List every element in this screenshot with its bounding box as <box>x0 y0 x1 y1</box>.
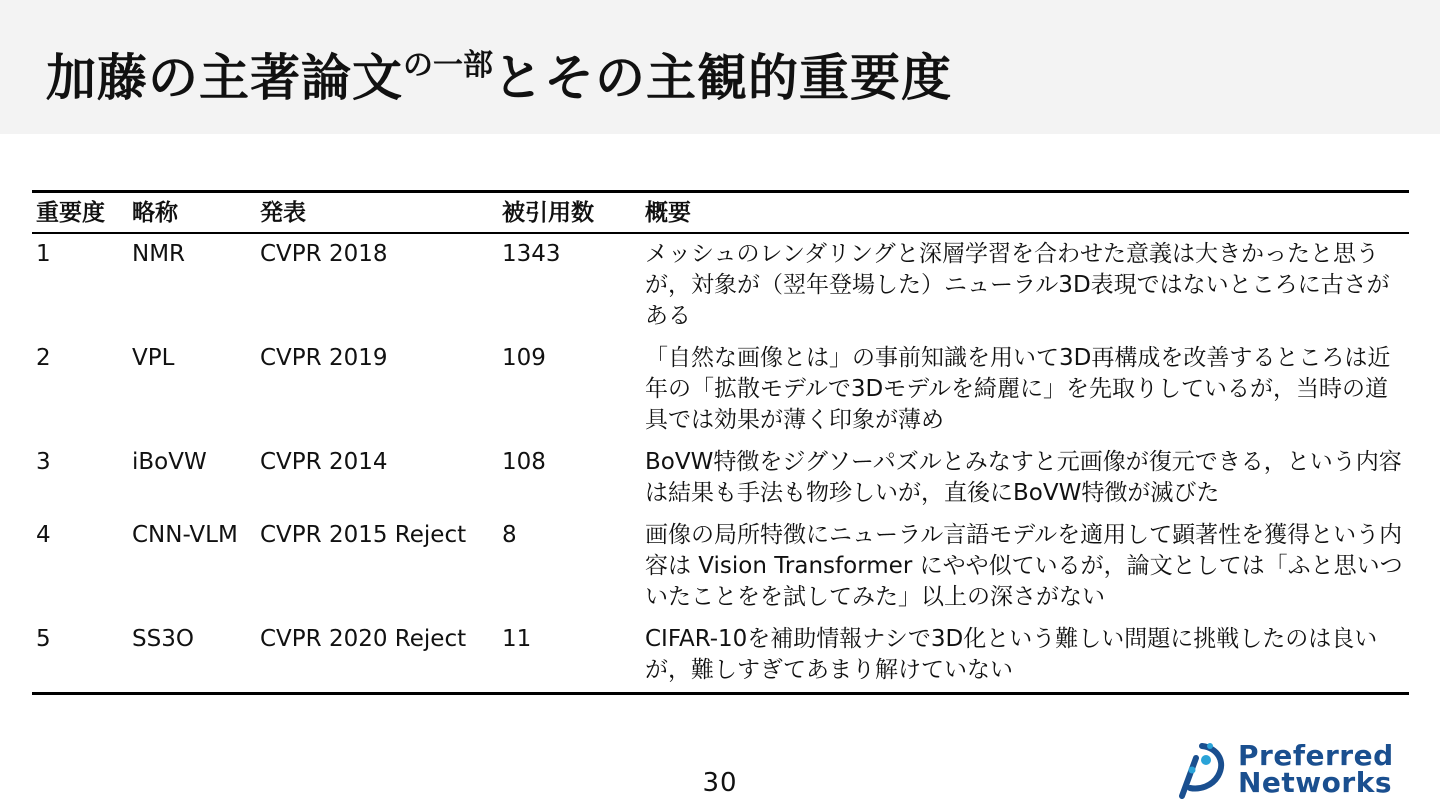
cell-abbreviation: NMR <box>132 241 186 267</box>
header-citations: 被引用数 <box>502 200 594 226</box>
cell-abbreviation: VPL <box>132 345 175 371</box>
cell-citations: 108 <box>502 449 546 475</box>
cell-venue: CVPR 2020 Reject <box>260 626 467 652</box>
table-header <box>32 192 1409 234</box>
table-body <box>32 233 1409 694</box>
table-row <box>32 442 1409 515</box>
title-rest: とその主観的重要度 <box>493 49 952 107</box>
title-main: 加藤の主著論文 <box>46 49 403 107</box>
table-row <box>32 233 1409 338</box>
logo-wordmark <box>1238 739 1394 799</box>
cell-importance: 4 <box>36 522 51 548</box>
cell-summary: BoVW特徴をジグソーパズルとみなすと元画像が復元できる，という内容は結果も手法も物珍しいが，直後にBoVW特徴が滅びた <box>645 449 1402 506</box>
cell-citations: 109 <box>502 345 546 371</box>
cell-summary: 画像の局所特徴にニューラル言語モデルを適用して顕著性を獲得という内容は Vision Transformer にやや似ているが，論文としては「ふと思いついたことをを試してみた」以上の深さがない <box>645 522 1403 610</box>
pfn-logo-mark-icon <box>1172 740 1234 800</box>
papers-table <box>32 190 1409 695</box>
title-superscript: の一部 <box>403 48 493 83</box>
cell-summary: メッシュのレンダリングと深層学習を合わせた意義は大きかったと思うが，対象が（翌年登場した）ニューラル3D表現ではないところに古さがある <box>645 241 1390 329</box>
header-abbreviation: 略称 <box>132 200 178 226</box>
cell-importance: 3 <box>36 449 51 475</box>
cell-citations: 1343 <box>502 241 561 267</box>
cell-venue: CVPR 2015 Reject <box>260 522 467 548</box>
logo-line-2: Networks <box>1238 766 1393 799</box>
company-logo <box>1172 740 1422 800</box>
cell-importance: 2 <box>36 345 51 371</box>
cell-importance: 5 <box>36 626 51 652</box>
table-row <box>32 338 1409 442</box>
logo-line-1: Preferred <box>1238 739 1394 772</box>
table-row <box>32 515 1409 619</box>
cell-venue: CVPR 2019 <box>260 345 388 371</box>
cell-abbreviation: iBoVW <box>132 449 207 475</box>
header-venue: 発表 <box>260 200 306 226</box>
cell-summary: 「自然な画像とは」の事前知識を用いて3D再構成を改善するところは近年の「拡散モデルで3Dモデルを綺麗に」を先取りしているが，当時の道具では効果が薄く印象が薄め <box>645 345 1391 433</box>
header-importance: 重要度 <box>36 200 105 226</box>
slide-title <box>46 30 952 114</box>
header-summary: 概要 <box>645 200 691 226</box>
cell-importance: 1 <box>36 241 51 267</box>
cell-abbreviation: SS3O <box>132 626 194 652</box>
cell-summary: CIFAR-10を補助情報ナシで3D化という難しい問題に挑戦したのは良いが，難しすぎてあまり解けていない <box>645 626 1378 683</box>
cell-abbreviation: CNN-VLM <box>132 522 238 548</box>
page-number: 30 <box>702 768 738 798</box>
cell-venue: CVPR 2018 <box>260 241 388 267</box>
cell-venue: CVPR 2014 <box>260 449 388 475</box>
title-bar <box>0 0 1440 134</box>
cell-citations: 11 <box>502 626 532 652</box>
table-row <box>32 619 1409 694</box>
cell-citations: 8 <box>502 522 517 548</box>
header-row <box>32 192 1409 234</box>
